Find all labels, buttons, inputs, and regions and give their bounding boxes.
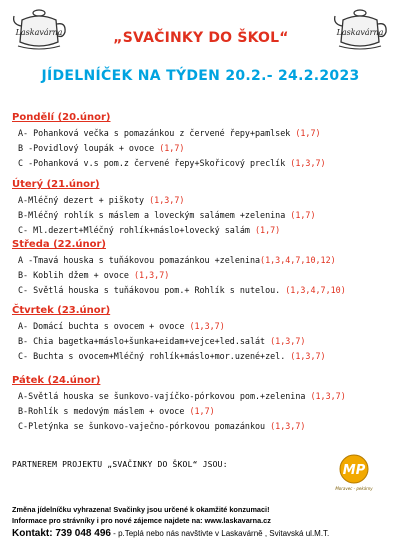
meal-item: [12, 349, 397, 364]
meal-item: [12, 283, 397, 298]
contact-rest: - p.Teplá nebo nás navštivte v Laskavárně , Svitavská ul.M.T.: [110, 529, 330, 538]
meal-item: [12, 268, 397, 283]
day-title: Středa (22.únor): [12, 239, 106, 250]
meal-item: [12, 419, 397, 434]
contact-phone: Kontakt: 739 048 496: [12, 528, 111, 539]
meal-text: A -Tmavá houska s tuňákovou pomazánkou +zelenina: [18, 255, 261, 265]
day-title: Úterý (21.únor): [12, 179, 100, 190]
meal-allergens: (1,3,7): [133, 270, 170, 280]
meal-item: [12, 319, 397, 334]
main-title: „SVAČINKY DO ŠKOL“: [113, 30, 289, 46]
laskavarna-teapot-logo-right: [331, 6, 389, 54]
meal-item: [12, 253, 397, 268]
logo-right-text: Laskavárna: [336, 28, 384, 37]
meal-allergens: (1,3,7): [270, 336, 306, 346]
day-monday: [12, 105, 397, 171]
meal-text: A- Domácí buchta s ovocem + ovoce: [18, 321, 190, 331]
contact-line: [12, 528, 329, 539]
meal-allergens: (1,7): [189, 406, 215, 416]
meal-allergens: (1,3,7): [149, 195, 185, 205]
laskavarna-teapot-logo-left: [10, 6, 68, 54]
partner-line: PARTNEREM PROJEKTU „SVAČINKY DO ŠKOL“ JSOU:: [12, 460, 228, 469]
day-tuesday: [12, 172, 397, 238]
meal-item: [12, 193, 397, 208]
meal-allergens: (1,7): [290, 210, 316, 220]
meal-allergens: (1,3,7): [290, 351, 326, 361]
meal-item: [12, 126, 397, 141]
notice-line: Změna jídelníčku vyhrazena! Svačinky jsou určené k okamžité konzumaci!: [12, 505, 270, 514]
meal-allergens: (1,7): [159, 143, 185, 153]
day-friday: [12, 368, 397, 434]
meal-text: A-Světlá houska se šunkovo-vajíčko-pórkovou pom.+zelenina: [18, 391, 311, 401]
day-title: Pátek (24.únor): [12, 375, 101, 386]
meal-allergens: (1,7): [295, 128, 321, 138]
meal-text: C-Pletýnka se šunkovo-vaječno-pórkovou pomazánkou: [18, 421, 271, 431]
meal-text: B-Rohlík s medovým máslem + ovoce: [18, 406, 190, 416]
logo-left-text: Laskavárna: [15, 28, 63, 37]
mp-logo-subtext: Moravec - pekárny: [335, 486, 373, 491]
day-title: Čtvrtek (23.únor): [12, 305, 111, 316]
meal-allergens: (1,3,4,7,10): [285, 285, 346, 295]
meal-item: [12, 334, 397, 349]
meal-item: [12, 156, 397, 171]
meal-text: A- Pohanková večka s pomazánkou z červené řepy+pamlsek: [18, 128, 296, 138]
meal-text: C- Ml.dezert+Mléčný rohlík+máslo+lovecký salám: [18, 225, 255, 235]
day-wednesday: [12, 232, 397, 298]
day-thursday: [12, 298, 397, 364]
moravec-bakery-logo: [334, 452, 374, 492]
meal-item: [12, 404, 397, 419]
meal-item: [12, 208, 397, 223]
meal-allergens: (1,7): [254, 225, 281, 235]
meal-text: C- Buchta s ovocem+Mléčný rohlík+máslo+mor.uzené+zel.: [18, 351, 291, 361]
meal-text: B -Povidlový loupák + ovoce: [18, 143, 160, 153]
meal-text: B- Koblih džem + ovoce: [18, 270, 134, 280]
meal-item: [12, 389, 397, 404]
meal-allergens: (1,3,7): [310, 391, 346, 401]
meal-text: C -Pohanková v.s pom.z červené řepy+Skořicový preclík: [18, 158, 291, 168]
mp-logo-text: MP: [342, 463, 366, 478]
meal-item: [12, 141, 397, 156]
meal-text: A-Mléčný dezert + piškoty: [18, 195, 150, 205]
meal-text: B- Chia bagetka+máslo+šunka+eidam+vejce+led.salát: [18, 336, 271, 346]
meal-text: B-Mléčný rohlík s máslem a loveckým salámem +zelenina: [18, 210, 291, 220]
day-title: Pondělí (20.únor): [12, 112, 111, 123]
meal-allergens: (1,3,7): [290, 158, 326, 168]
meal-allergens: (1,3,7): [270, 421, 306, 431]
menu-subtitle: JÍDELNÍČEK NA TÝDEN 20.2.- 24.2.2023: [41, 68, 360, 84]
info-line: Informace pro strávníky i pro nové zájemce najdete na: www.laskavarna.cz: [12, 516, 271, 525]
meal-text: C- Světlá houska s tuňákovou pom.+ Rohlík s nutelou.: [18, 285, 286, 295]
meal-allergens: (1,3,4,7,10,12): [260, 255, 336, 265]
meal-allergens: (1,3,7): [189, 321, 225, 331]
